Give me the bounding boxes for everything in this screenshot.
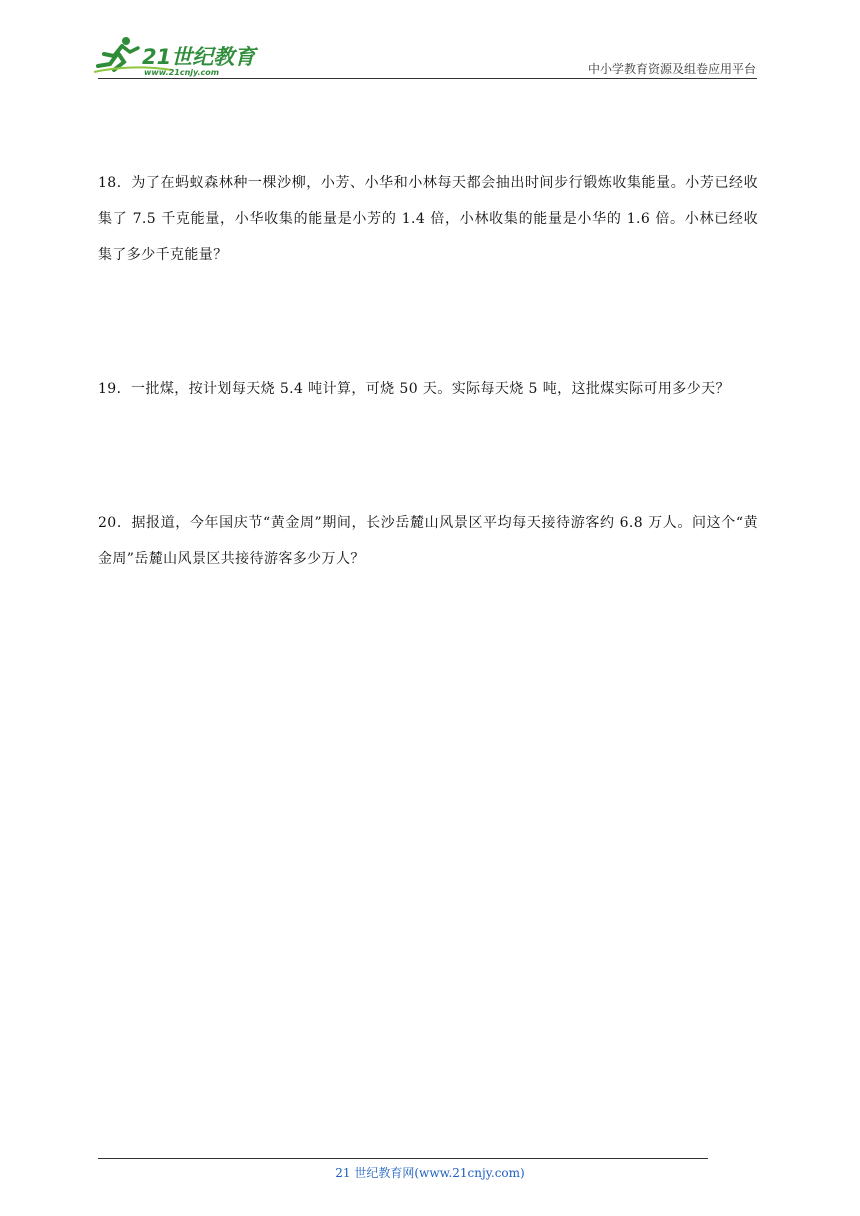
page-header [0,0,860,90]
runner-logo-icon [92,36,262,78]
footer-divider [98,1158,708,1159]
platform-title: 中小学教育资源及组卷应用平台 [587,62,756,76]
logo-text: 21世纪教育 [142,45,256,69]
footer-link[interactable]: 21 世纪教育网(www.21cnjy.com) [335,1166,525,1180]
question-18: 18．为了在蚂蚁森林种一棵沙柳，小芳、小华和小林每天都会抽出时间步行锻炼收集能量。小芳已经收集了 7.5 千克能量，小华收集的能量是小芳的 1.4 倍，小林收集的能量是小华的 1.6 倍。小林已经收集了多少千克能量？ [98,175,758,263]
question-20: 20．据报道，今年国庆节“黄金周”期间，长沙岳麓山风景区平均每天接待游客约 6.8 万人。问这个“黄金周”岳麓山风景区共接待游客多少万人？ [98,515,758,567]
logo-url: www.21cnjy.com [144,68,220,77]
question-19: 19．一批煤，按计划每天烧 5.4 吨计算，可烧 50 天。实际每天烧 5 吨，这批煤实际可用多少天？ [98,381,730,397]
header-divider [98,78,757,79]
brand-logo [92,36,262,78]
